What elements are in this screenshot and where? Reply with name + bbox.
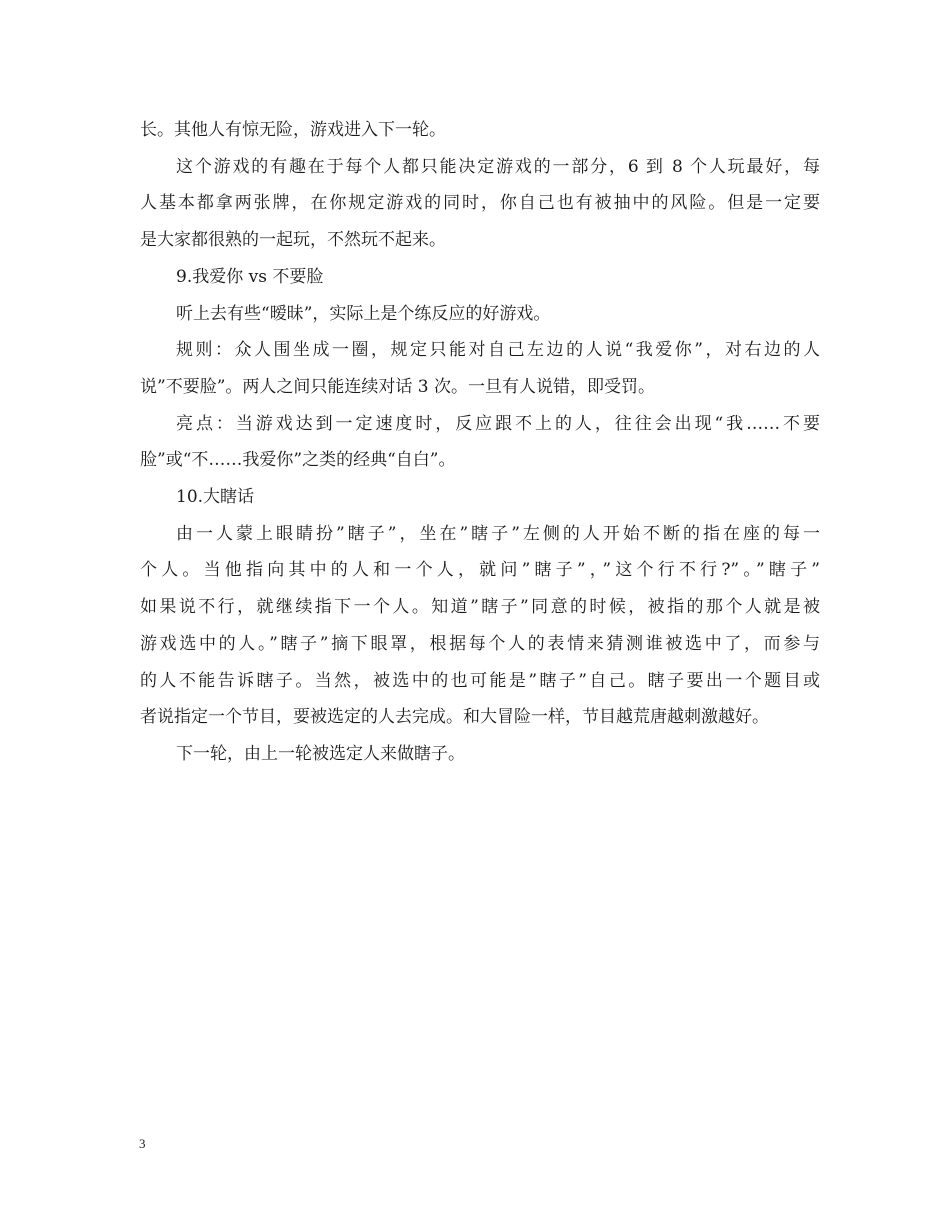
- section-heading: 10.大瞎话: [176, 487, 255, 508]
- text-line: 说”不要脸”。两人之间只能连续对话 3 次。一旦有人说错，即受罚。: [140, 376, 656, 397]
- text-line: 长。其他人有惊无险，游戏进入下一轮。: [140, 120, 446, 140]
- document-body: [140, 112, 820, 773]
- paragraph-line: 由一人蒙上眼睛扮”瞎子”，坐在”瞎子”左侧的人开始不断的指在座的每一: [176, 523, 820, 544]
- paragraph-line: 下一轮，由上一轮被选定人来做瞎子。: [176, 743, 465, 764]
- text-line: 脸”或“不……我爱你”之类的经典“自白”。: [140, 450, 456, 471]
- paragraph-line: 规则：众人围坐成一圈，规定只能对自己左边的人说“我爱你”，对右边的人: [176, 340, 820, 361]
- section-heading: 9.我爱你 vs 不要脸: [176, 266, 324, 287]
- text-line: 个人。当他指向其中的人和一个人，就问”瞎子”，”这个行不行?”。”瞎子”: [140, 560, 820, 581]
- text-line: 者说指定一个节目，要被选定的人去完成。和大冒险一样，节目越荒唐越刺激越好。: [140, 707, 769, 728]
- text-line: 游戏选中的人。”瞎子”摘下眼罩，根据每个人的表情来猜测谁被选中了，而参与: [140, 633, 820, 654]
- text-line: 如果说不行，就继续指下一个人。知道”瞎子”同意的时候，被指的那个人就是被: [140, 597, 820, 618]
- paragraph-line: 亮点：当游戏达到一定速度时，反应跟不上的人，往往会出现“我……不要: [176, 413, 820, 434]
- paragraph-line: 听上去有些“暧昧”，实际上是个练反应的好游戏。: [176, 303, 551, 324]
- page-number: 3: [139, 1136, 146, 1151]
- paragraph-line: 这个游戏的有趣在于每个人都只能决定游戏的一部分，6 到 8 个人玩最好，每: [176, 156, 820, 177]
- text-line: 的人不能告诉瞎子。当然，被选中的也可能是”瞎子”自己。瞎子要出一个题目或: [140, 670, 820, 691]
- text-line: 人基本都拿两张牌，在你规定游戏的同时，你自己也有被抽中的风险。但是一定要: [140, 193, 820, 214]
- text-line: 是大家都很熟的一起玩，不然玩不起来。: [140, 230, 446, 251]
